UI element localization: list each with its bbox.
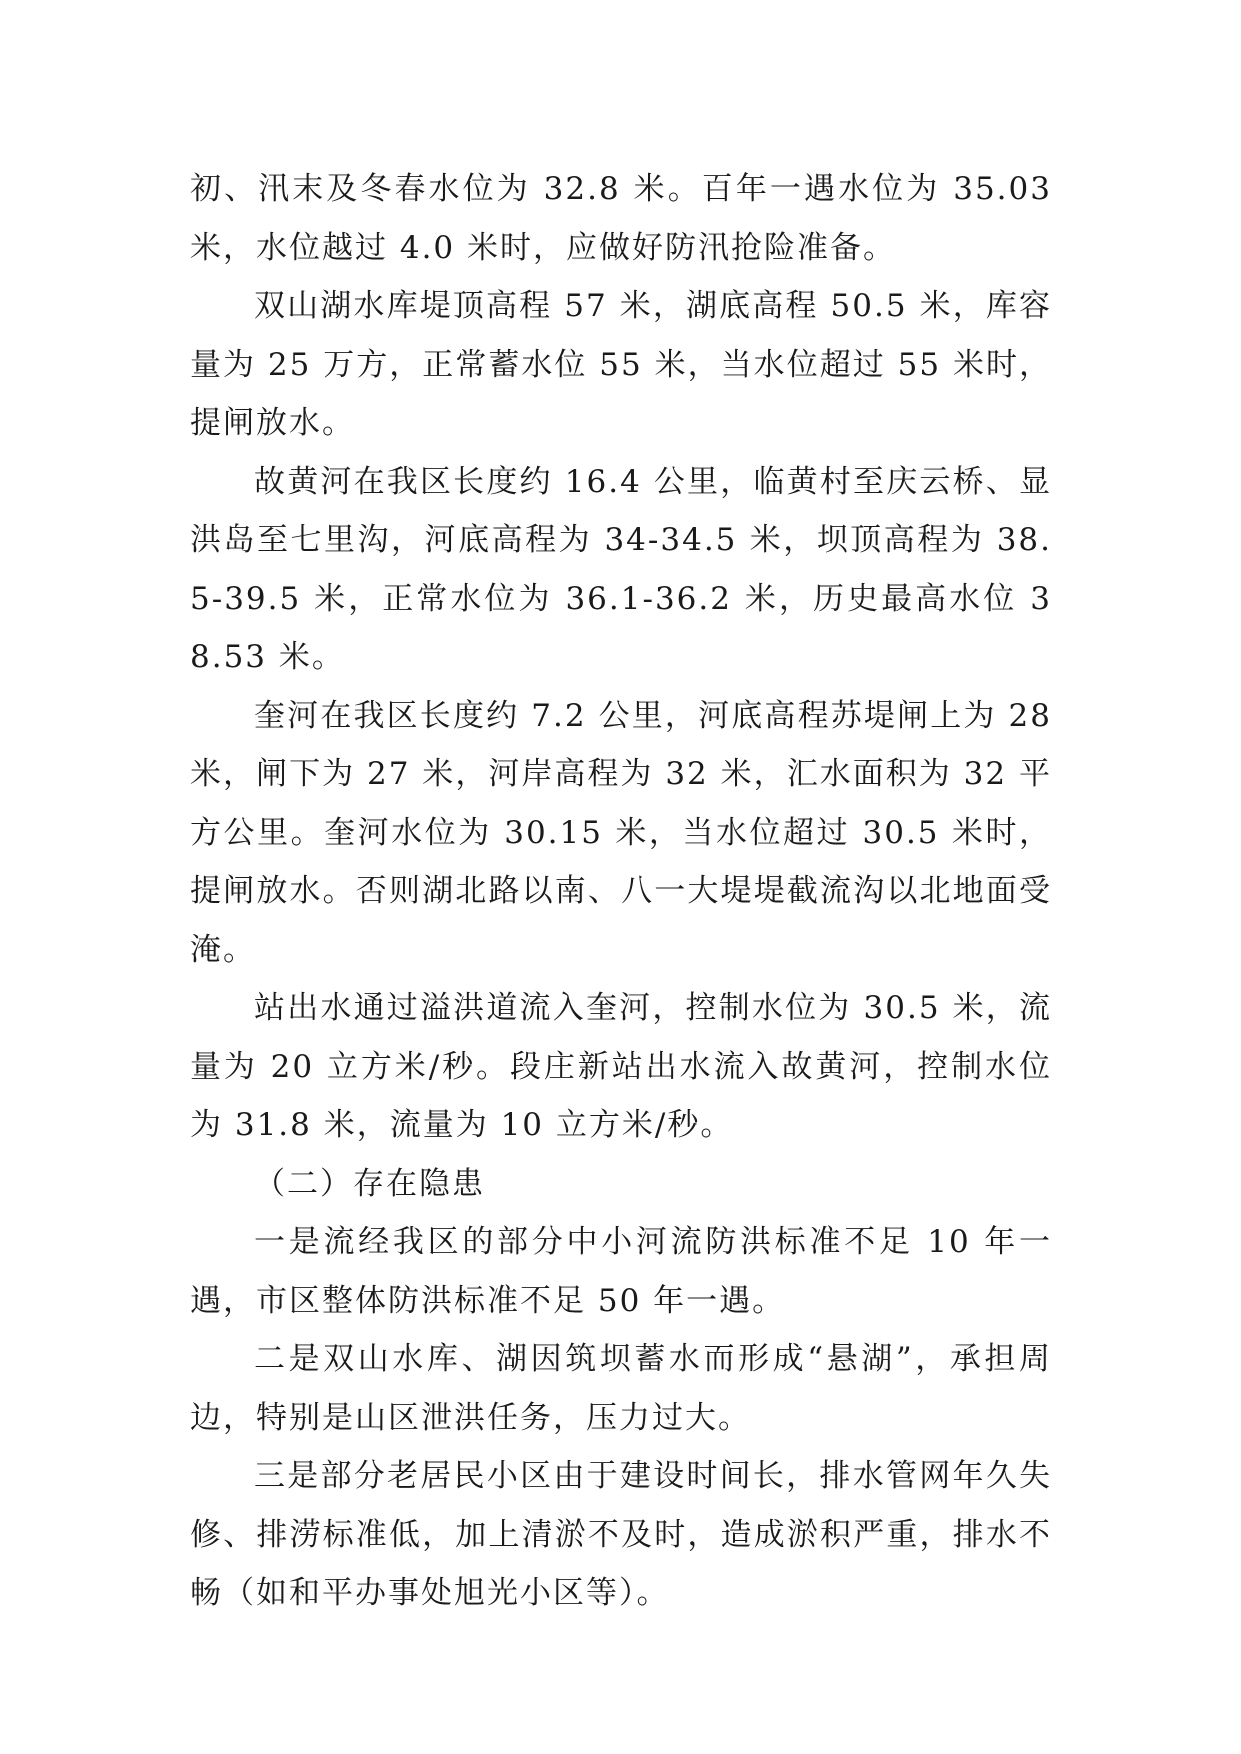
document-page (190, 160, 1052, 1623)
paragraph-kui-river: 奎河在我区长度约 7.2 公里，河底高程苏堤闸上为 28 米，闸下为 27 米，河岸高程为 32 米，汇水面积为 32 平方公里。奎河水位为 30.15 米，当水位超过 30.5 米时，提闸放水。否则湖北路以南、八一大堤堤截流沟以北地面受淹。 (190, 697, 1052, 968)
section-heading-hazards: （二）存在隐患 (254, 1165, 485, 1202)
paragraph-flood-levels: 初、汛末及冬春水位为 32.8 米。百年一遇水位为 35.03 米，水位越过 4.0 米时，应做好防汛抢险准备。 (190, 171, 1052, 266)
paragraph-old-yellow-river: 故黄河在我区长度约 16.4 公里，临黄村至庆云桥、显洪岛至七里沟，河底高程为 34-34.5 米，坝顶高程为 38.5-39.5 米，正常水位为 36.1-36.2 米，历史最高水位 38.53 米。 (190, 463, 1052, 675)
paragraph-shuangshan-reservoir: 双山湖水库堤顶高程 57 米，湖底高程 50.5 米，库容量为 25 万方，正常蓄水位 55 米，当水位超过 55 米时，提闸放水。 (190, 288, 1052, 441)
paragraph-hazard-one: 一是流经我区的部分中小河流防洪标准不足 10 年一遇，市区整体防洪标准不足 50 年一遇。 (190, 1224, 1052, 1319)
paragraph-hazard-three: 三是部分老居民小区由于建设时间长，排水管网年久失修、排涝标准低，加上清淤不及时，造成淤积严重，排水不畅（如和平办事处旭光小区等）。 (190, 1458, 1052, 1611)
paragraph-hazard-two: 二是双山水库、湖因筑坝蓄水而形成“悬湖”，承担周边，特别是山区泄洪任务，压力过大。 (190, 1341, 1052, 1436)
paragraph-pump-station: 站出水通过溢洪道流入奎河，控制水位为 30.5 米，流量为 20 立方米/秒。段庄新站出水流入故黄河，控制水位为 31.8 米，流量为 10 立方米/秒。 (190, 990, 1052, 1143)
